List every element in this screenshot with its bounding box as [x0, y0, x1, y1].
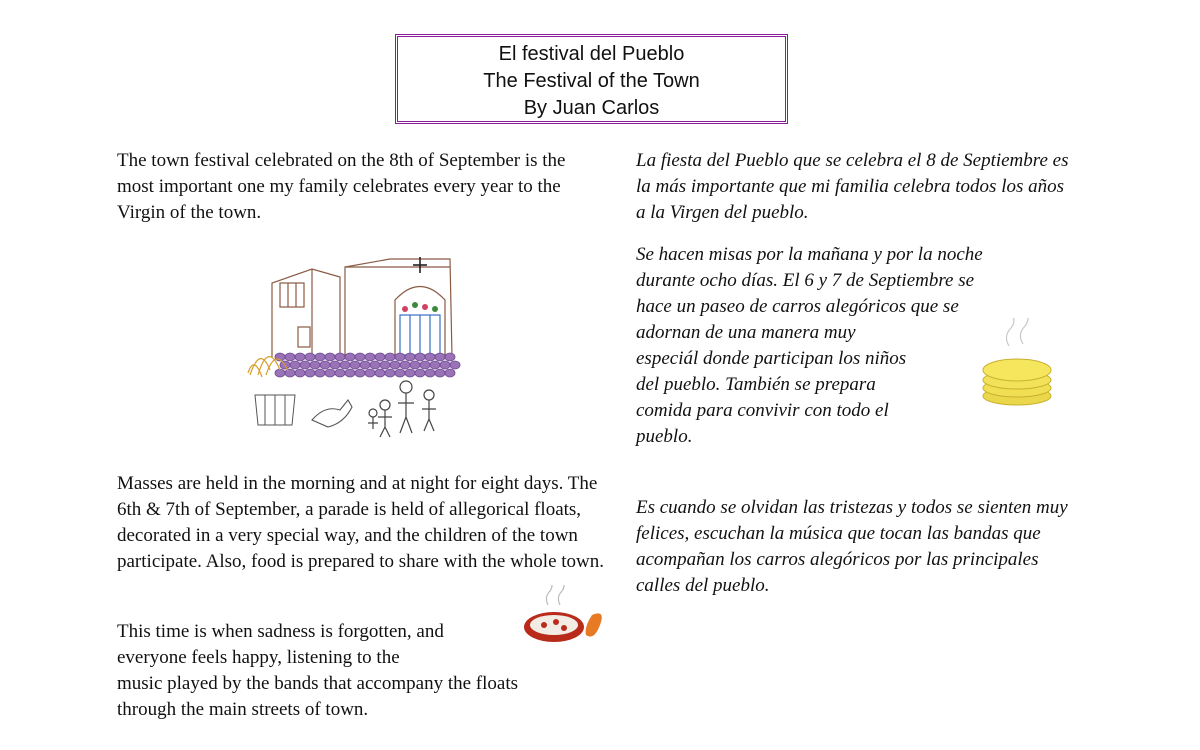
stone — [305, 353, 315, 361]
stone — [345, 353, 355, 361]
stone — [420, 361, 430, 369]
building-left — [272, 269, 340, 357]
stone — [315, 369, 325, 377]
stone — [425, 353, 435, 361]
spanish-paragraph-2-line-6: del pueblo. También se prepara — [636, 374, 876, 395]
stone — [425, 369, 435, 377]
tortilla-stack-drawing — [975, 318, 1075, 410]
stone — [365, 353, 375, 361]
stone — [315, 353, 325, 361]
animal — [312, 400, 352, 427]
stone — [275, 369, 285, 377]
spanish-paragraph-2-line-2: durante ocho días. El 6 y 7 de Septiembre se — [636, 270, 975, 291]
stone — [440, 361, 450, 369]
english-paragraph-3-line-2: everyone feels happy, listening to the — [117, 647, 400, 668]
stone — [445, 353, 455, 361]
stone — [295, 353, 305, 361]
basket — [255, 395, 295, 425]
english-paragraph-2: Masses are held in the morning and at night for eight days. The 6th & 7th of September, a parade is held of allegorical floats, decorated in a very special way, and the children of the town participate. Also, food is prepared to share with the whole town. — [117, 473, 605, 572]
spanish-paragraph-3: Es cuando se olvidan las tristezas y todos se sienten muy felices, escuchan la música que tocan las bandas que acompañan los carros alegóricos por las principales calles del pueblo. — [636, 497, 1068, 596]
stone — [335, 353, 345, 361]
stone — [285, 369, 295, 377]
stone — [435, 353, 445, 361]
title-english: The Festival of the Town — [483, 70, 700, 92]
stone — [390, 361, 400, 369]
spanish-paragraph-2-line-4: adornan de una manera muy — [636, 322, 856, 343]
stone — [400, 361, 410, 369]
stone — [450, 361, 460, 369]
english-paragraph-3-line-3: music played by the bands that accompany the floats — [117, 673, 518, 694]
stone — [415, 369, 425, 377]
spanish-paragraph-2-line-3: hace un paseo de carros alegóricos que se — [636, 296, 959, 317]
stone — [435, 369, 445, 377]
stone — [385, 369, 395, 377]
stone — [300, 361, 310, 369]
stone — [290, 361, 300, 369]
stone — [355, 353, 365, 361]
stone — [395, 369, 405, 377]
soup-bowl-drawing — [518, 585, 608, 647]
stone — [325, 353, 335, 361]
stone — [295, 369, 305, 377]
stone — [375, 369, 385, 377]
purple-stones — [275, 353, 460, 377]
stone — [385, 353, 395, 361]
stone — [360, 361, 370, 369]
stone — [405, 369, 415, 377]
english-paragraph-3-line-4: through the main streets of town. — [117, 699, 369, 720]
spanish-paragraph-2-line-7: comida para convivir con todo el — [636, 400, 889, 421]
spanish-paragraph-2-line-8: pueblo. — [636, 426, 693, 447]
stone — [285, 353, 295, 361]
stone — [375, 353, 385, 361]
stone — [320, 361, 330, 369]
stone — [370, 361, 380, 369]
title-spanish: El festival del Pueblo — [498, 43, 685, 65]
stone — [395, 353, 405, 361]
english-paragraph-3-line-1: This time is when sadness is forgotten, and — [117, 621, 444, 642]
stone — [415, 353, 425, 361]
stone — [330, 361, 340, 369]
stone — [340, 361, 350, 369]
stone — [350, 361, 360, 369]
spanish-paragraph-2-line-5: especiál donde participan los niños — [636, 348, 907, 369]
stone — [430, 361, 440, 369]
spanish-paragraph-1: La fiesta del Pueblo que se celebra el 8 de Septiembre es la más importante que mi familia celebra todos los años a la Virgen del pueblo. — [636, 150, 1069, 223]
stone — [410, 361, 420, 369]
stone — [380, 361, 390, 369]
stone — [305, 369, 315, 377]
stone — [355, 369, 365, 377]
stone — [445, 369, 455, 377]
town-festival-drawing — [240, 245, 490, 450]
stone — [310, 361, 320, 369]
stone — [405, 353, 415, 361]
stone — [365, 369, 375, 377]
flowers — [402, 302, 438, 312]
spanish-paragraph-2-line-1: Se hacen misas por la mañana y por la noche — [636, 244, 983, 265]
stone — [335, 369, 345, 377]
stone — [345, 369, 355, 377]
title-author: By Juan Carlos — [523, 97, 660, 119]
people — [368, 381, 436, 437]
english-paragraph-1: The town festival celebrated on the 8th of September is the most important one my family celebrates every year to the Virgin of the town. — [117, 150, 566, 223]
stone — [325, 369, 335, 377]
title-box — [395, 34, 788, 124]
